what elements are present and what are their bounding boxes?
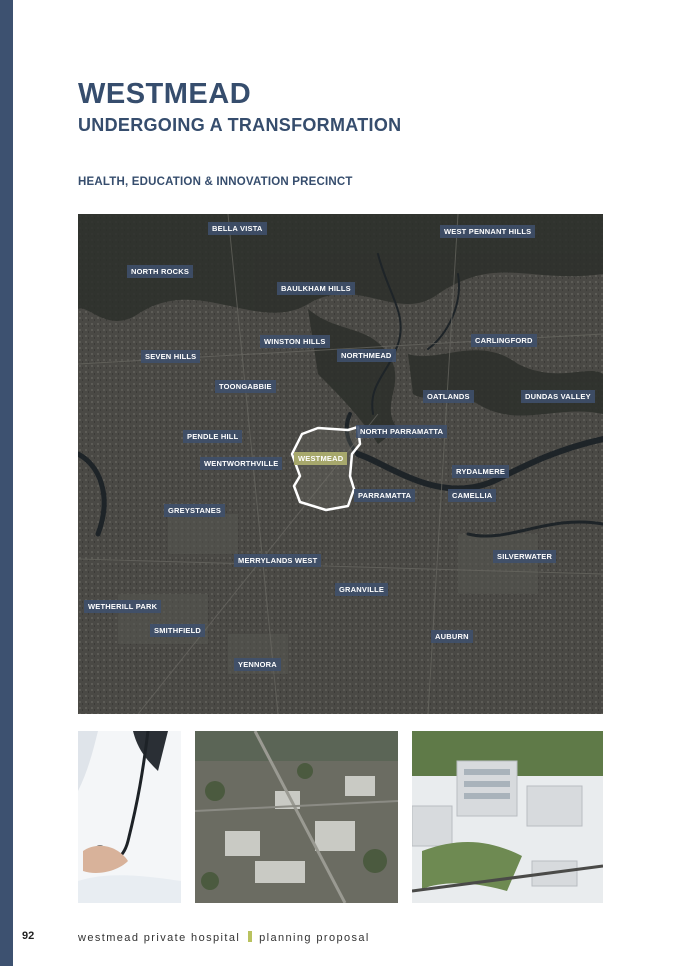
- label-baulkham-hills: BAULKHAM HILLS: [277, 282, 355, 295]
- label-toongabbie: TOONGABBIE: [215, 380, 276, 393]
- label-pendle-hill: PENDLE HILL: [183, 430, 242, 443]
- page-title: WESTMEAD: [78, 78, 252, 110]
- label-north-parramatta: NORTH PARRAMATTA: [356, 425, 447, 438]
- label-bella-vista: BELLA VISTA: [208, 222, 267, 235]
- precinct-map: [78, 214, 603, 714]
- photo-architectural-render: [412, 731, 603, 903]
- label-wentworthville: WENTWORTHVILLE: [200, 457, 282, 470]
- label-smithfield: SMITHFIELD: [150, 624, 205, 637]
- footer-text: [78, 931, 370, 944]
- label-carlingford: CARLINGFORD: [471, 334, 537, 347]
- label-northmead: NORTHMEAD: [337, 349, 396, 362]
- label-dundas-valley: DUNDAS VALLEY: [521, 390, 595, 403]
- label-north-rocks: NORTH ROCKS: [127, 265, 193, 278]
- photo-doctor-stethoscope: [78, 731, 181, 903]
- label-merrylands-west: MERRYLANDS WEST: [234, 554, 321, 567]
- section-heading: HEALTH, EDUCATION & INNOVATION PRECINCT: [78, 176, 353, 188]
- westmead-precinct-boundary: [292, 427, 360, 510]
- label-oatlands: OATLANDS: [423, 390, 474, 403]
- label-rydalmere: RYDALMERE: [452, 465, 509, 478]
- label-camellia: CAMELLIA: [448, 489, 496, 502]
- label-yennora: YENNORA: [234, 658, 281, 671]
- side-accent-bar: [0, 0, 13, 966]
- label-wetherill-park: WETHERILL PARK: [84, 600, 161, 613]
- photo-aerial-hospital-campus: [195, 731, 398, 903]
- page-subtitle: UNDERGOING A TRANSFORMATION: [78, 115, 402, 135]
- footer-separator: [248, 931, 252, 942]
- footer-left-text: westmead private hospital: [78, 932, 241, 944]
- label-parramatta: PARRAMATTA: [354, 489, 415, 502]
- label-silverwater: SILVERWATER: [493, 550, 556, 563]
- label-auburn: AUBURN: [431, 630, 473, 643]
- label-winston-hills: WINSTON HILLS: [260, 335, 330, 348]
- label-greystanes: GREYSTANES: [164, 504, 225, 517]
- label-granville: GRANVILLE: [335, 583, 388, 596]
- footer-right-text: planning proposal: [259, 932, 370, 944]
- label-west-pennant-hills: WEST PENNANT HILLS: [440, 225, 535, 238]
- label-westmead: WESTMEAD: [294, 452, 347, 465]
- page-number: 92: [22, 930, 35, 942]
- label-seven-hills: SEVEN HILLS: [141, 350, 200, 363]
